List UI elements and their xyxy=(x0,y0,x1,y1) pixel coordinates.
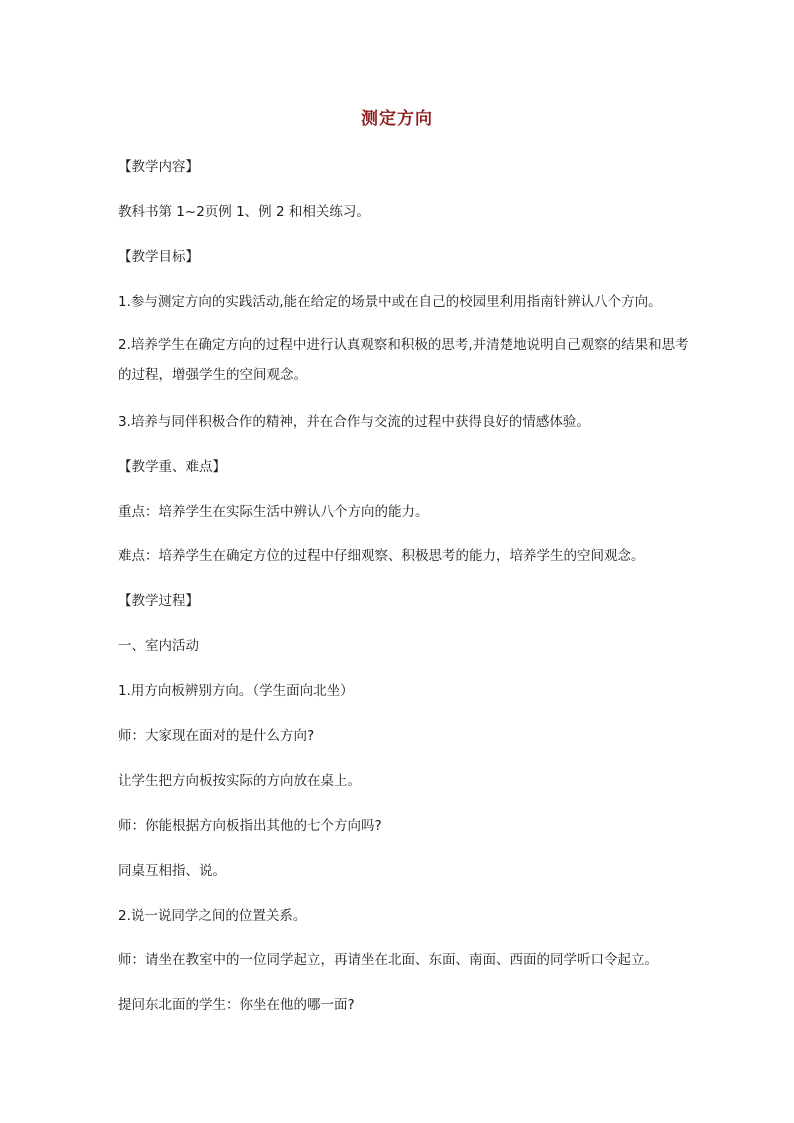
instruction-line-2: 同桌互相指、说。 xyxy=(118,863,226,879)
section-heading-process: 【教学过程】 xyxy=(118,593,199,609)
question-line: 提问东北面的学生：你坐在他的哪一面? xyxy=(118,997,355,1013)
activity-heading-indoor: 一、室内活动 xyxy=(118,638,199,654)
instruction-line-1: 让学生把方向板按实际的方向放在桌上。 xyxy=(118,773,361,789)
section-heading-content: 【教学内容】 xyxy=(118,159,199,175)
difficult-point: 难点：培养学生在确定方位的过程中仔细观察、积极思考的能力，培养学生的空间观念。 xyxy=(118,548,645,564)
activity-step-2: 2.说一说同学之间的位置关系。 xyxy=(118,908,307,924)
key-point: 重点：培养学生在实际生活中辨认八个方向的能力。 xyxy=(118,504,429,520)
section-heading-key-points: 【教学重、难点】 xyxy=(118,459,226,475)
goal-item-1: 1.参与测定方向的实践活动,能在给定的场景中或在自己的校园里利用指南针辨认八个方向。 xyxy=(118,294,662,310)
section-heading-goals: 【教学目标】 xyxy=(118,249,199,265)
activity-step-1: 1.用方向板辨别方向。（学生面向北坐） xyxy=(118,683,354,699)
teacher-line-2: 师：你能根据方向板指出其他的七个方向吗? xyxy=(118,818,382,834)
goal-item-2: 2.培养学生在确定方向的过程中进行认真观察和积极的思考,并清楚地说明自己观察的结果和思考的过程，增强学生的空间观念。 xyxy=(118,337,689,383)
document-title: 测定方向 xyxy=(361,109,433,129)
teacher-line-3: 师：请坐在教室中的一位同学起立，再请坐在北面、东面、南面、西面的同学听口令起立。 xyxy=(118,952,658,968)
teacher-line-1: 师：大家现在面对的是什么方向? xyxy=(118,728,315,744)
paragraph-textbook: 教科书第 1~2页例 1、例 2 和相关练习。 xyxy=(118,204,370,220)
goal-item-3: 3.培养与同伴积极合作的精神，并在合作与交流的过程中获得良好的情感体验。 xyxy=(118,414,590,430)
